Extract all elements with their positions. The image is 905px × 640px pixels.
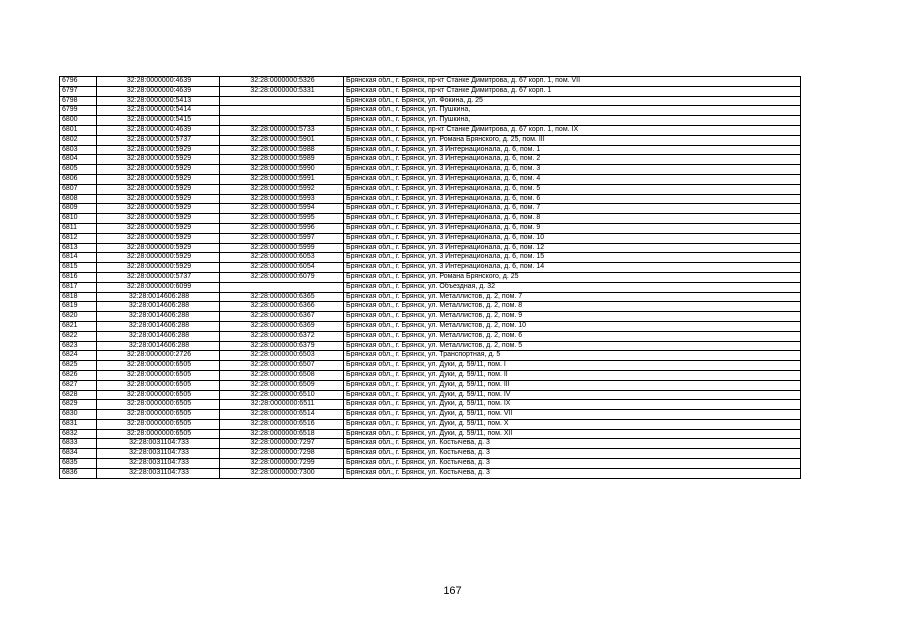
row-number-cell: 6812 bbox=[60, 233, 97, 243]
parent-cadastral-number-cell: 32:28:0000000:5929 bbox=[97, 155, 220, 165]
cadastral-number-cell: 32:28:0000000:5999 bbox=[220, 243, 344, 253]
table-row bbox=[60, 145, 801, 155]
cadastral-number-cell: 32:28:0000000:5326 bbox=[220, 77, 344, 87]
row-number-cell: 6824 bbox=[60, 351, 97, 361]
row-number-cell: 6814 bbox=[60, 253, 97, 263]
cadastral-number-cell: 32:28:0000000:6369 bbox=[220, 321, 344, 331]
row-number-cell: 6811 bbox=[60, 223, 97, 233]
table-row bbox=[60, 459, 801, 469]
cadastral-number-cell: 32:28:0000000:6372 bbox=[220, 331, 344, 341]
parent-cadastral-number-cell: 32:28:0000000:5929 bbox=[97, 253, 220, 263]
parent-cadastral-number-cell: 32:28:0000000:6099 bbox=[97, 282, 220, 292]
address-cell: Брянская обл., г. Брянск, ул. Металлистов, д. 2, пом. 9 bbox=[344, 312, 801, 322]
row-number-cell: 6826 bbox=[60, 370, 97, 380]
parent-cadastral-number-cell: 32:28:0014606:288 bbox=[97, 302, 220, 312]
table-row bbox=[60, 116, 801, 126]
row-number-cell: 6819 bbox=[60, 302, 97, 312]
parent-cadastral-number-cell: 32:28:0031104:733 bbox=[97, 459, 220, 469]
cadastral-number-cell: 32:28:0000000:5331 bbox=[220, 86, 344, 96]
address-cell: Брянская обл., г. Брянск, ул. 3 Интернационала, д. 6, пом. 14 bbox=[344, 263, 801, 273]
parent-cadastral-number-cell: 32:28:0000000:5929 bbox=[97, 243, 220, 253]
row-number-cell: 6800 bbox=[60, 116, 97, 126]
table-row bbox=[60, 204, 801, 214]
address-cell: Брянская обл., г. Брянск, ул. Металлистов, д. 2, пом. 6 bbox=[344, 331, 801, 341]
cadastral-number-cell: 32:28:0000000:7298 bbox=[220, 449, 344, 459]
address-cell: Брянская обл., г. Брянск, ул. Дуки, д. 59/11, пом. II bbox=[344, 370, 801, 380]
parent-cadastral-number-cell: 32:28:0000000:5929 bbox=[97, 184, 220, 194]
address-cell: Брянская обл., г. Брянск, ул. Дуки, д. 59/11, пом. XII bbox=[344, 429, 801, 439]
parent-cadastral-number-cell: 32:28:0014606:288 bbox=[97, 341, 220, 351]
row-number-cell: 6806 bbox=[60, 174, 97, 184]
table-row bbox=[60, 253, 801, 263]
address-cell: Брянская обл., г. Брянск, пр-кт Станке Димитрова, д. 67 корп. 1, пом. VII bbox=[344, 77, 801, 87]
registry-table bbox=[59, 76, 801, 479]
address-cell: Брянская обл., г. Брянск, пр-кт Станке Димитрова, д. 67 корп. 1, пом. IX bbox=[344, 125, 801, 135]
parent-cadastral-number-cell: 32:28:0000000:5929 bbox=[97, 145, 220, 155]
address-cell: Брянская обл., г. Брянск, ул. 3 Интернационала, д. 6, пом. 7 bbox=[344, 204, 801, 214]
address-cell: Брянская обл., г. Брянск, ул. Романа Брянского, д. 25, пом. III bbox=[344, 135, 801, 145]
address-cell: Брянская обл., г. Брянск, ул. Транспортная, д. 5 bbox=[344, 351, 801, 361]
row-number-cell: 6820 bbox=[60, 312, 97, 322]
table-row bbox=[60, 439, 801, 449]
table-row bbox=[60, 243, 801, 253]
cadastral-number-cell: 32:28:0000000:7299 bbox=[220, 459, 344, 469]
table-row bbox=[60, 351, 801, 361]
row-number-cell: 6834 bbox=[60, 449, 97, 459]
address-cell: Брянская обл., г. Брянск, ул. Дуки, д. 59/11, пом. X bbox=[344, 419, 801, 429]
row-number-cell: 6825 bbox=[60, 361, 97, 371]
address-cell: Брянская обл., г. Брянск, ул. 3 Интернационала, д. 6, пом. 8 bbox=[344, 214, 801, 224]
cadastral-number-cell: 32:28:0000000:6511 bbox=[220, 400, 344, 410]
row-number-cell: 6807 bbox=[60, 184, 97, 194]
parent-cadastral-number-cell: 32:28:0000000:5737 bbox=[97, 135, 220, 145]
row-number-cell: 6813 bbox=[60, 243, 97, 253]
cadastral-number-cell: 32:28:0000000:7300 bbox=[220, 468, 344, 478]
row-number-cell: 6809 bbox=[60, 204, 97, 214]
row-number-cell: 6796 bbox=[60, 77, 97, 87]
cadastral-number-cell: 32:28:0000000:6379 bbox=[220, 341, 344, 351]
cadastral-number-cell: 32:28:0000000:6516 bbox=[220, 419, 344, 429]
cadastral-number-cell: 32:28:0000000:6510 bbox=[220, 390, 344, 400]
address-cell: Брянская обл., г. Брянск, ул. Объездная, д. 32 bbox=[344, 282, 801, 292]
cadastral-number-cell: 32:28:0000000:5989 bbox=[220, 155, 344, 165]
cadastral-number-cell: 32:28:0000000:6079 bbox=[220, 272, 344, 282]
parent-cadastral-number-cell: 32:28:0000000:6505 bbox=[97, 429, 220, 439]
table-row bbox=[60, 263, 801, 273]
cadastral-number-cell bbox=[220, 116, 344, 126]
row-number-cell: 6836 bbox=[60, 468, 97, 478]
table-row bbox=[60, 106, 801, 116]
address-cell: Брянская обл., г. Брянск, ул. Костычева, д. 3 bbox=[344, 439, 801, 449]
table-row bbox=[60, 223, 801, 233]
cadastral-number-cell: 32:28:0000000:6503 bbox=[220, 351, 344, 361]
cadastral-number-cell: 32:28:0000000:5901 bbox=[220, 135, 344, 145]
cadastral-number-cell: 32:28:0000000:6509 bbox=[220, 380, 344, 390]
parent-cadastral-number-cell: 32:28:0000000:4639 bbox=[97, 125, 220, 135]
table-row bbox=[60, 77, 801, 87]
table-row bbox=[60, 468, 801, 478]
table-row bbox=[60, 125, 801, 135]
cadastral-number-cell: 32:28:0000000:5992 bbox=[220, 184, 344, 194]
parent-cadastral-number-cell: 32:28:0000000:5929 bbox=[97, 204, 220, 214]
address-cell: Брянская обл., г. Брянск, ул. 3 Интернационала, д. 6, пом. 3 bbox=[344, 165, 801, 175]
cadastral-number-cell: 32:28:0000000:5990 bbox=[220, 165, 344, 175]
address-cell: Брянская обл., г. Брянск, ул. 3 Интернационала, д. 6, пом. 1 bbox=[344, 145, 801, 155]
parent-cadastral-number-cell: 32:28:0000000:5414 bbox=[97, 106, 220, 116]
row-number-cell: 6822 bbox=[60, 331, 97, 341]
address-cell: Брянская обл., г. Брянск, ул. 3 Интернационала, д. 6, пом. 5 bbox=[344, 184, 801, 194]
row-number-cell: 6802 bbox=[60, 135, 97, 145]
parent-cadastral-number-cell: 32:28:0000000:5413 bbox=[97, 96, 220, 106]
address-cell: Брянская обл., г. Брянск, ул. Фокина, д. 25 bbox=[344, 96, 801, 106]
row-number-cell: 6799 bbox=[60, 106, 97, 116]
row-number-cell: 6832 bbox=[60, 429, 97, 439]
table-row bbox=[60, 165, 801, 175]
cadastral-number-cell: 32:28:0000000:5997 bbox=[220, 233, 344, 243]
address-cell: Брянская обл., г. Брянск, ул. Металлистов, д. 2, пом. 8 bbox=[344, 302, 801, 312]
address-cell: Брянская обл., г. Брянск, ул. Металлистов, д. 2, пом. 10 bbox=[344, 321, 801, 331]
row-number-cell: 6831 bbox=[60, 419, 97, 429]
table-row bbox=[60, 174, 801, 184]
address-cell: Брянская обл., г. Брянск, ул. Костычева, д. 3 bbox=[344, 468, 801, 478]
page-number: 167 bbox=[443, 585, 462, 597]
table-row bbox=[60, 184, 801, 194]
address-cell: Брянская обл., г. Брянск, ул. Пушкина, bbox=[344, 116, 801, 126]
address-cell: Брянская обл., г. Брянск, ул. 3 Интернационала, д. 6, пом. 15 bbox=[344, 253, 801, 263]
table-row bbox=[60, 233, 801, 243]
address-cell: Брянская обл., г. Брянск, ул. Дуки, д. 59/11, пом. VII bbox=[344, 410, 801, 420]
cadastral-number-cell: 32:28:0000000:6365 bbox=[220, 292, 344, 302]
table-row bbox=[60, 410, 801, 420]
parent-cadastral-number-cell: 32:28:0014606:288 bbox=[97, 321, 220, 331]
row-number-cell: 6818 bbox=[60, 292, 97, 302]
parent-cadastral-number-cell: 32:28:0014606:288 bbox=[97, 312, 220, 322]
row-number-cell: 6829 bbox=[60, 400, 97, 410]
address-cell: Брянская обл., г. Брянск, ул. Металлистов, д. 2, пом. 7 bbox=[344, 292, 801, 302]
table-row bbox=[60, 194, 801, 204]
parent-cadastral-number-cell: 32:28:0000000:5415 bbox=[97, 116, 220, 126]
table-row bbox=[60, 361, 801, 371]
registry-table-body bbox=[60, 77, 801, 479]
row-number-cell: 6830 bbox=[60, 410, 97, 420]
address-cell: Брянская обл., г. Брянск, ул. Металлистов, д. 2, пом. 5 bbox=[344, 341, 801, 351]
row-number-cell: 6798 bbox=[60, 96, 97, 106]
parent-cadastral-number-cell: 32:28:0000000:5929 bbox=[97, 263, 220, 273]
parent-cadastral-number-cell: 32:28:0000000:6505 bbox=[97, 400, 220, 410]
row-number-cell: 6821 bbox=[60, 321, 97, 331]
cadastral-number-cell: 32:28:0000000:6518 bbox=[220, 429, 344, 439]
table-row bbox=[60, 292, 801, 302]
address-cell: Брянская обл., г. Брянск, ул. Дуки, д. 59/11, пом. IX bbox=[344, 400, 801, 410]
parent-cadastral-number-cell: 32:28:0000000:5929 bbox=[97, 165, 220, 175]
row-number-cell: 6815 bbox=[60, 263, 97, 273]
table-row bbox=[60, 302, 801, 312]
address-cell: Брянская обл., г. Брянск, ул. 3 Интернационала, д. 6, пом. 12 bbox=[344, 243, 801, 253]
cadastral-number-cell: 32:28:0000000:5996 bbox=[220, 223, 344, 233]
table-row bbox=[60, 380, 801, 390]
table-row bbox=[60, 400, 801, 410]
cadastral-number-cell: 32:28:0000000:5988 bbox=[220, 145, 344, 155]
table-row bbox=[60, 370, 801, 380]
parent-cadastral-number-cell: 32:28:0014606:288 bbox=[97, 292, 220, 302]
row-number-cell: 6805 bbox=[60, 165, 97, 175]
parent-cadastral-number-cell: 32:28:0000000:5737 bbox=[97, 272, 220, 282]
cadastral-number-cell: 32:28:0000000:6367 bbox=[220, 312, 344, 322]
row-number-cell: 6827 bbox=[60, 380, 97, 390]
table-row bbox=[60, 96, 801, 106]
table-row bbox=[60, 214, 801, 224]
table-row bbox=[60, 282, 801, 292]
parent-cadastral-number-cell: 32:28:0000000:2726 bbox=[97, 351, 220, 361]
parent-cadastral-number-cell: 32:28:0000000:5929 bbox=[97, 223, 220, 233]
cadastral-number-cell: 32:28:0000000:7297 bbox=[220, 439, 344, 449]
row-number-cell: 6810 bbox=[60, 214, 97, 224]
address-cell: Брянская обл., г. Брянск, ул. 3 Интернационала, д. 6, пом. 10 bbox=[344, 233, 801, 243]
parent-cadastral-number-cell: 32:28:0000000:6505 bbox=[97, 380, 220, 390]
cadastral-number-cell: 32:28:0000000:5991 bbox=[220, 174, 344, 184]
address-cell: Брянская обл., г. Брянск, ул. Пушкина, bbox=[344, 106, 801, 116]
cadastral-number-cell: 32:28:0000000:5994 bbox=[220, 204, 344, 214]
address-cell: Брянская обл., г. Брянск, ул. Дуки, д. 59/11, пом. III bbox=[344, 380, 801, 390]
cadastral-number-cell: 32:28:0000000:6507 bbox=[220, 361, 344, 371]
address-cell: Брянская обл., г. Брянск, ул. 3 Интернационала, д. 6, пом. 2 bbox=[344, 155, 801, 165]
cadastral-number-cell: 32:28:0000000:6514 bbox=[220, 410, 344, 420]
parent-cadastral-number-cell: 32:28:0000000:6505 bbox=[97, 370, 220, 380]
table-row bbox=[60, 449, 801, 459]
row-number-cell: 6835 bbox=[60, 459, 97, 469]
parent-cadastral-number-cell: 32:28:0014606:288 bbox=[97, 331, 220, 341]
cadastral-number-cell: 32:28:0000000:6508 bbox=[220, 370, 344, 380]
address-cell: Брянская обл., г. Брянск, ул. Романа Брянского, д. 25 bbox=[344, 272, 801, 282]
cadastral-number-cell: 32:28:0000000:6053 bbox=[220, 253, 344, 263]
table-row bbox=[60, 429, 801, 439]
parent-cadastral-number-cell: 32:28:0000000:6505 bbox=[97, 419, 220, 429]
table-row bbox=[60, 331, 801, 341]
cadastral-number-cell: 32:28:0000000:5993 bbox=[220, 194, 344, 204]
parent-cadastral-number-cell: 32:28:0031104:733 bbox=[97, 449, 220, 459]
parent-cadastral-number-cell: 32:28:0000000:6505 bbox=[97, 390, 220, 400]
table-row bbox=[60, 419, 801, 429]
address-cell: Брянская обл., г. Брянск, ул. Костычева, д. 3 bbox=[344, 449, 801, 459]
table-row bbox=[60, 390, 801, 400]
cadastral-number-cell: 32:28:0000000:6366 bbox=[220, 302, 344, 312]
parent-cadastral-number-cell: 32:28:0031104:733 bbox=[97, 439, 220, 449]
parent-cadastral-number-cell: 32:28:0000000:6505 bbox=[97, 361, 220, 371]
address-cell: Брянская обл., г. Брянск, ул. 3 Интернационала, д. 6, пом. 6 bbox=[344, 194, 801, 204]
row-number-cell: 6816 bbox=[60, 272, 97, 282]
table-row bbox=[60, 86, 801, 96]
parent-cadastral-number-cell: 32:28:0000000:5929 bbox=[97, 233, 220, 243]
table-row bbox=[60, 272, 801, 282]
address-cell: Брянская обл., г. Брянск, ул. 3 Интернационала, д. 6, пом. 9 bbox=[344, 223, 801, 233]
cadastral-number-cell: 32:28:0000000:5733 bbox=[220, 125, 344, 135]
row-number-cell: 6797 bbox=[60, 86, 97, 96]
row-number-cell: 6803 bbox=[60, 145, 97, 155]
parent-cadastral-number-cell: 32:28:0000000:5929 bbox=[97, 194, 220, 204]
row-number-cell: 6823 bbox=[60, 341, 97, 351]
address-cell: Брянская обл., г. Брянск, ул. Дуки, д. 59/11, пом. I bbox=[344, 361, 801, 371]
table-row bbox=[60, 135, 801, 145]
address-cell: Брянская обл., г. Брянск, ул. Костычева, д. 3 bbox=[344, 459, 801, 469]
parent-cadastral-number-cell: 32:28:0000000:4639 bbox=[97, 77, 220, 87]
cadastral-number-cell bbox=[220, 106, 344, 116]
parent-cadastral-number-cell: 32:28:0000000:5929 bbox=[97, 214, 220, 224]
cadastral-number-cell: 32:28:0000000:6054 bbox=[220, 263, 344, 273]
row-number-cell: 6804 bbox=[60, 155, 97, 165]
table-row bbox=[60, 321, 801, 331]
row-number-cell: 6801 bbox=[60, 125, 97, 135]
parent-cadastral-number-cell: 32:28:0000000:4639 bbox=[97, 86, 220, 96]
row-number-cell: 6828 bbox=[60, 390, 97, 400]
address-cell: Брянская обл., г. Брянск, ул. 3 Интернационала, д. 6, пом. 4 bbox=[344, 174, 801, 184]
cadastral-number-cell bbox=[220, 282, 344, 292]
address-cell: Брянская обл., г. Брянск, пр-кт Станке Димитрова, д. 67 корп. 1 bbox=[344, 86, 801, 96]
row-number-cell: 6833 bbox=[60, 439, 97, 449]
table-row bbox=[60, 341, 801, 351]
row-number-cell: 6808 bbox=[60, 194, 97, 204]
table-row bbox=[60, 312, 801, 322]
cadastral-number-cell bbox=[220, 96, 344, 106]
row-number-cell: 6817 bbox=[60, 282, 97, 292]
parent-cadastral-number-cell: 32:28:0000000:6505 bbox=[97, 410, 220, 420]
table-row bbox=[60, 155, 801, 165]
cadastral-number-cell: 32:28:0000000:5995 bbox=[220, 214, 344, 224]
parent-cadastral-number-cell: 32:28:0031104:733 bbox=[97, 468, 220, 478]
parent-cadastral-number-cell: 32:28:0000000:5929 bbox=[97, 174, 220, 184]
address-cell: Брянская обл., г. Брянск, ул. Дуки, д. 59/11, пом. IV bbox=[344, 390, 801, 400]
